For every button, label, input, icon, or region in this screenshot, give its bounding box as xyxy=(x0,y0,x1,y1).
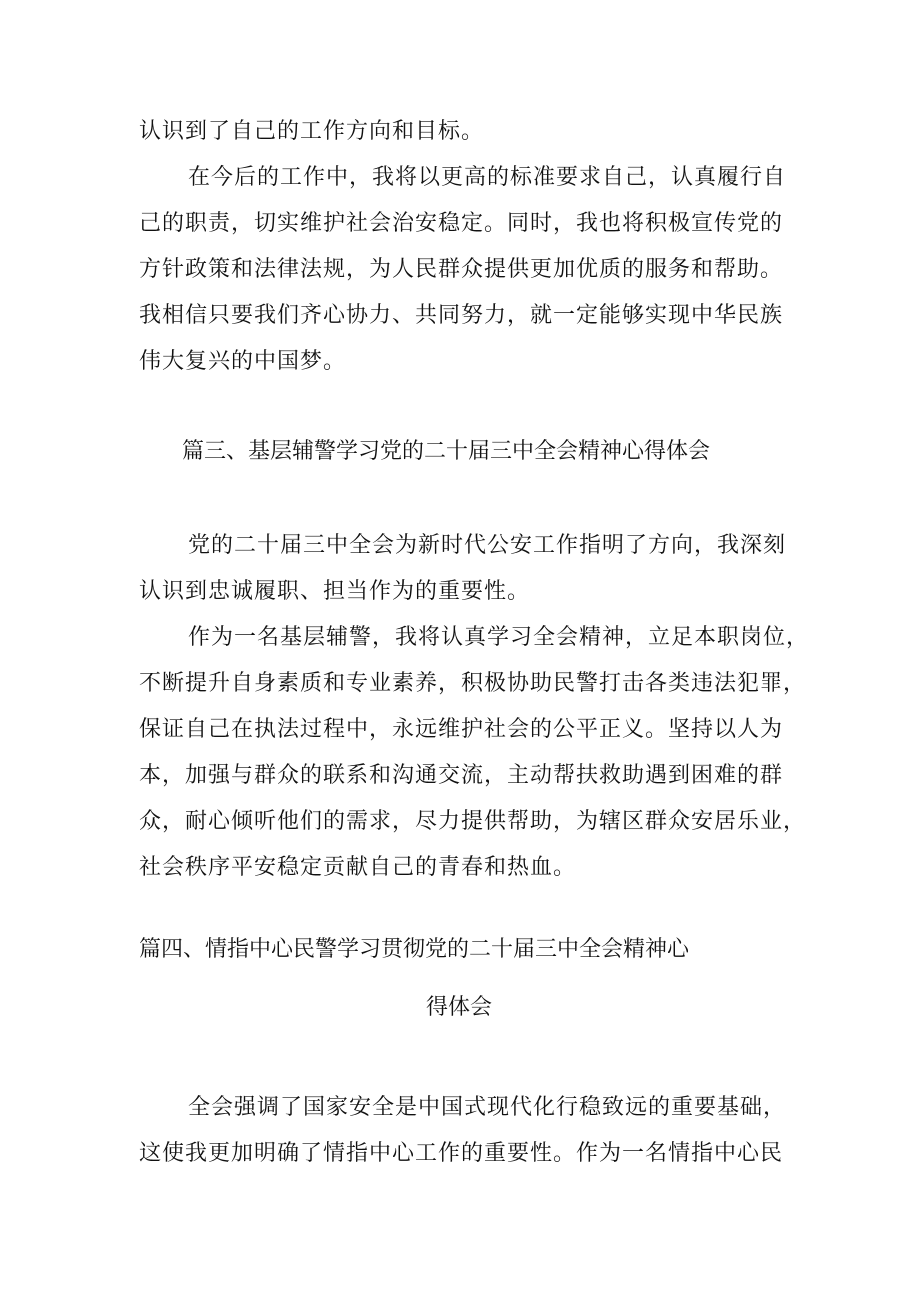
paragraph-line: 保证自己在执法过程中，永远维护社会的公平正义。坚持以人为 xyxy=(139,717,784,742)
paragraph-line: 作为一名基层辅警，我将认真学习全会精神，立足本职岗位， xyxy=(188,625,810,650)
paragraph-line: 己的职责，切实维护社会治安稳定。同时，我也将积极宣传党的 xyxy=(139,211,784,236)
paragraph-line: 社会秩序平安稳定贡献自己的青春和热血。 xyxy=(139,855,577,880)
section-heading-continued: 得体会 xyxy=(426,995,493,1020)
paragraph-line: 在今后的工作中，我将以更高的标准要求自己，认真履行自 xyxy=(188,165,787,190)
section-heading: 篇三、基层辅警学习党的二十届三中全会精神心得体会 xyxy=(182,439,711,464)
paragraph-line: 不断提升自身素质和专业素养，积极协助民警打击各类违法犯罪， xyxy=(139,671,807,696)
paragraph-line: 全会强调了国家安全是中国式现代化行稳致远的重要基础， xyxy=(188,1095,787,1120)
paragraph-line: 众，耐心倾听他们的需求，尽力提供帮助，为辖区群众安居乐业， xyxy=(139,809,807,834)
paragraph-line: 党的二十届三中全会为新时代公安工作指明了方向，我深刻 xyxy=(188,533,787,558)
paragraph-line: 方针政策和法律法规，为人民群众提供更加优质的服务和帮助。 xyxy=(139,257,784,282)
paragraph-line: 本，加强与群众的联系和沟通交流，主动帮扶救助遇到困难的群 xyxy=(139,763,784,788)
section-heading: 篇四、情指中心民警学习贯彻党的二十届三中全会精神心 xyxy=(139,937,690,962)
paragraph-line: 认识到了自己的工作方向和目标。 xyxy=(139,119,485,144)
paragraph-line: 我相信只要我们齐心协力、共同努力，就一定能够实现中华民族 xyxy=(139,303,784,328)
paragraph-line: 认识到忠诚履职、担当作为的重要性。 xyxy=(139,579,531,604)
paragraph-line: 这使我更加明确了情指中心工作的重要性。作为一名情指中心民 xyxy=(139,1141,784,1166)
paragraph-line: 伟大复兴的中国梦。 xyxy=(139,349,347,374)
